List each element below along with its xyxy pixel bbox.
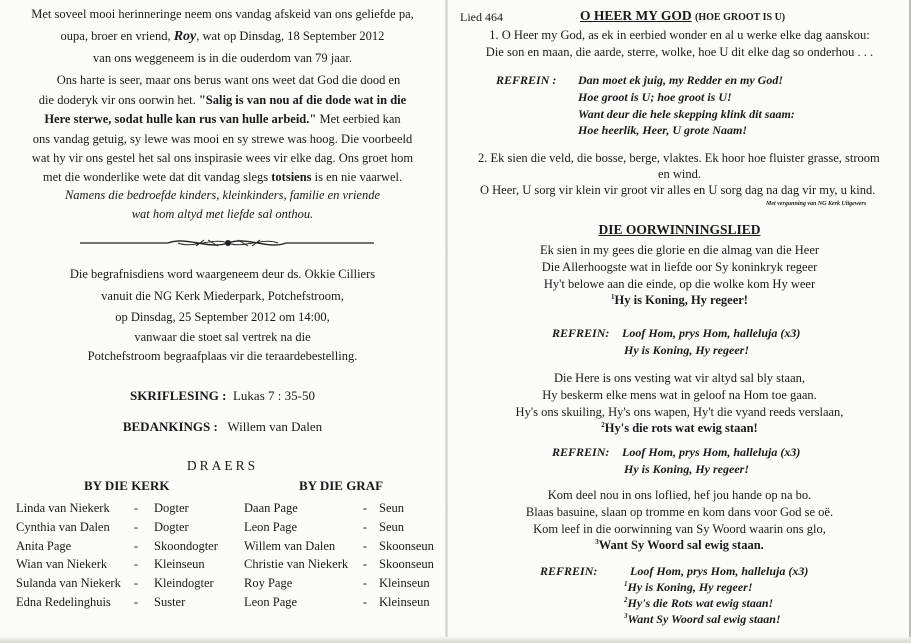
- para-text: is en nie vaarwel.: [311, 170, 403, 184]
- song2-s2-line-2: Hy beskerm elke mens wat in geloof na Hom toe gaan.: [542, 388, 817, 402]
- bearer-name: Roy Page: [244, 576, 293, 591]
- bearer-relation: Seun: [379, 501, 404, 515]
- skriflesing: [0, 388, 445, 404]
- refrein2-label: REFREIN:: [552, 326, 610, 340]
- verse2-line-3: O Heer, U sorg vir klein vir groot vir alles en U sorg dag na dag vir my, u kind.: [480, 183, 876, 197]
- refrein-text: Want Sy Woord sal ewig staan!: [627, 612, 781, 626]
- family-line-2: wat hom altyd met liefde sal onthou.: [131, 207, 314, 221]
- para2-line-1: Ons harte is seer, maar ons berus want ons weet dat God die dood en: [56, 73, 401, 87]
- refrein-text: Hy's die Rots wat ewig staan!: [627, 596, 774, 610]
- superscript-1: 1: [624, 580, 628, 588]
- family-line-1: Namens die bedroefde kinders, kleinkinders, familie en vriende: [64, 188, 381, 202]
- lied-number: Lied 464: [460, 10, 503, 24]
- superscript-2: 2: [624, 596, 628, 604]
- bearer-row: [0, 575, 445, 591]
- bearer-dash: -: [362, 576, 368, 591]
- service-line-4: vanwaar die stoet sal vertrek na die: [134, 330, 311, 344]
- bearer-dash: -: [362, 501, 368, 515]
- refrein3-line-1: Loof Hom, prys Hom, halleluja (x3): [622, 445, 801, 459]
- service-line-3: op Dinsdag, 25 September 2012 om 14:00,: [115, 310, 330, 324]
- bearer-row: [0, 594, 445, 610]
- para2-line-5: wat hy vir ons gestel het sal ons inspirasie wees vir elke dag. Ons groet hom: [31, 151, 414, 165]
- superscript-3: 3: [624, 612, 628, 620]
- para2-line-3: [0, 111, 445, 127]
- hymn-title: O HEER MY GOD: [580, 8, 692, 23]
- para2-line-4: ons vandag getuig, sy lewe was mooi en sy strewe was hoog. Die voorbeeld: [32, 132, 413, 146]
- verse2-line-2: en wind.: [657, 167, 702, 181]
- bearer-dash: -: [133, 538, 139, 553]
- left-page: [0, 0, 445, 643]
- bearer-dash: -: [133, 595, 139, 609]
- song-line-text: Hy's die rots wat ewig staan!: [604, 421, 758, 435]
- song-line-text: Hy is Koning, Hy regeer!: [614, 293, 748, 307]
- refrein-text: Hy is Koning, Hy regeer!: [627, 580, 753, 594]
- refrein4-line-1: Loof Hom, prys Hom, halleluja (x3): [630, 564, 809, 578]
- verse2-line-1: 2. Ek sien die veld, die bosse, berge, vlaktes. Ek hoor hoe fluister grasse, stroom: [478, 151, 880, 165]
- song2-s3-line-2: Blaas basuine, slaan op tromme en kom dans voor God se oë.: [525, 505, 834, 519]
- bearer-name: Leon Page: [244, 519, 298, 534]
- superscript-1: 1: [611, 292, 615, 301]
- refrein2-line-2: Hy is Koning, Hy regeer!: [624, 343, 749, 357]
- hymn-subtitle: (HOE GROOT IS U): [695, 12, 786, 23]
- refrein1-line-2: Hoe groot is U; hoe groot is U!: [578, 90, 732, 104]
- bearer-row: [0, 519, 445, 535]
- intro-line-2: [0, 28, 445, 45]
- bearer-relation: Kleinseun: [379, 576, 430, 591]
- totsiens-word: totsiens: [271, 170, 312, 184]
- song2-s2-line-3: Hy's ons skuiling, Hy's ons wapen, Hy't die vyand reeds verslaan,: [515, 405, 844, 419]
- bearer-dash: -: [362, 519, 368, 534]
- bearer-row: [0, 500, 445, 516]
- refrein4-label: REFREIN:: [540, 564, 598, 578]
- bearer-name: Anita Page: [16, 538, 72, 553]
- ornamental-divider: [78, 234, 376, 252]
- bearer-dash: -: [133, 519, 139, 534]
- bedankings-label: BEDANKINGS :: [122, 419, 218, 434]
- bearer-row: [0, 556, 445, 572]
- scripture-quote: Here sterwe, sodat hulle kan rus van hulle arbeid.": [44, 112, 317, 126]
- bearer-relation: Skoonseun: [379, 557, 434, 572]
- verse1-line-2: Die son en maan, die aarde, sterre, wolke, hoe U dit elke dag so onderhou . . .: [485, 45, 874, 59]
- bearer-relation: Skoonseun: [379, 538, 434, 553]
- song-line-text: Want Sy Woord sal ewig staan.: [598, 538, 764, 552]
- refrein1-line-1: Dan moet ek juig, my Redder en my God!: [578, 73, 783, 87]
- refrein4-line-2: [624, 579, 753, 595]
- para-text: Met eerbied kan: [316, 112, 401, 126]
- bearer-relation: Kleinseun: [379, 595, 430, 609]
- bearer-relation: Dogter: [154, 501, 189, 515]
- intro-text: , wat op Dinsdag, 18 September 2012: [196, 29, 385, 43]
- bearer-relation: Kleindogter: [154, 576, 214, 591]
- song2-title: DIE OORWINNINGSLIED: [598, 222, 761, 237]
- intro-line-3: van ons weggeneem is in die ouderdom van 79 jaar.: [93, 51, 352, 65]
- bearer-name: Willem van Dalen: [244, 538, 336, 553]
- bearer-name: Sulanda van Niekerk: [16, 576, 121, 591]
- para-text: die doderyk vir ons oorwin het.: [38, 93, 199, 107]
- refrein1-line-4: Hoe heerlik, Heer, U grote Naam!: [578, 123, 747, 137]
- para2-line-6: [0, 169, 445, 185]
- bearer-relation: Kleinseun: [154, 557, 205, 572]
- song2-s2-line-4: [448, 420, 911, 436]
- bearer-dash: -: [362, 557, 368, 572]
- bearer-name: Cynthia van Dalen: [16, 519, 110, 534]
- bearer-relation: Dogter: [154, 519, 189, 534]
- para-text: met die wonderlike wete dat dit vandag slegs: [42, 170, 272, 184]
- bearer-name: Leon Page: [244, 595, 298, 609]
- para2-line-2: [0, 92, 445, 108]
- song2-s3-line-1: Kom deel nou in ons loflied, hef jou hande op na bo.: [547, 488, 812, 502]
- bearer-row: [0, 538, 445, 554]
- song2-s1-line-1: Ek sien in my gees die glorie en die almag van die Heer: [539, 243, 820, 257]
- bearer-dash: -: [133, 576, 139, 591]
- graf-title: BY DIE GRAF: [299, 478, 384, 493]
- bearer-relation: Skoondogter: [154, 538, 218, 553]
- verse1-line-1: 1. O Heer my God, as ek in eerbied wonder en al u werke elke dag aanskou:: [489, 28, 870, 42]
- bearer-name: Wian van Niekerk: [16, 557, 108, 572]
- scripture-quote: "Salig is van nou af die dode wat in die: [198, 93, 407, 107]
- refrein-label: REFREIN :: [496, 73, 557, 87]
- hymn-heading: [580, 8, 785, 26]
- service-line-2: vanuit die NG Kerk Miederpark, Potchefstroom,: [101, 289, 344, 303]
- refrein3-label: REFREIN:: [552, 445, 610, 459]
- permission-note: Met vergunning van NG Kerk Uitgewers: [766, 201, 867, 207]
- superscript-2: 2: [601, 420, 605, 429]
- bearer-dash: -: [133, 557, 139, 572]
- service-line-1: Die begrafnisdiens word waargeneem deur ds. Okkie Cilliers: [69, 267, 376, 281]
- bearer-dash: -: [362, 538, 368, 553]
- kerk-title: BY DIE KERK: [84, 478, 170, 493]
- superscript-3: 3: [595, 537, 599, 546]
- bearer-name: Linda van Niekerk: [16, 501, 110, 515]
- bedankings-value: Willem van Dalen: [227, 419, 323, 434]
- deceased-name: Roy: [173, 29, 197, 44]
- refrein1-line-3: Want deur die hele skepping klink dit saam:: [578, 107, 795, 121]
- bearer-relation: Suster: [154, 595, 186, 609]
- song2-s1-line-4: [448, 292, 911, 308]
- bearer-name: Daan Page: [244, 501, 298, 515]
- refrein4-line-4: [624, 611, 781, 627]
- bearer-dash: -: [133, 501, 139, 515]
- refrein4-line-3: [624, 595, 773, 611]
- song2-s1-line-3: Hy't belowe aan die einde, op die wolke kom Hy weer: [543, 277, 816, 291]
- intro-line-1: Met soveel mooi herinneringe neem ons vandag afskeid van ons geliefde pa,: [31, 7, 414, 21]
- bedankings: [0, 419, 445, 435]
- song2-s3-line-4: [448, 537, 911, 553]
- skriflesing-value: Lukas 7 : 35-50: [232, 388, 315, 403]
- song2-s3-line-3: Kom leef in die oorwinning van Sy Woord waarin ons glo,: [533, 522, 826, 536]
- skriflesing-label: SKRIFLESING :: [130, 388, 227, 403]
- intro-text: oupa, broer en vriend,: [60, 29, 174, 43]
- refrein2-line-1: Loof Hom, prys Hom, halleluja (x3): [622, 326, 801, 340]
- bearer-dash: -: [362, 595, 368, 609]
- service-line-5: Potchefstroom begraafplaas vir die teraardebestelling.: [87, 349, 358, 363]
- song2-s1-line-2: Die Allerhoogste wat in liefde oor Sy koninkryk regeer: [541, 260, 818, 274]
- right-page: [448, 0, 911, 643]
- bearer-name: Edna Redelinghuis: [16, 595, 111, 609]
- refrein3-line-2: Hy is Koning, Hy regeer!: [624, 462, 749, 476]
- draers-title: DRAERS: [186, 458, 259, 473]
- song2-s2-line-1: Die Here is ons vesting wat vir altyd sal bly staan,: [554, 371, 805, 385]
- bearer-relation: Seun: [379, 519, 404, 534]
- bearer-name: Christie van Niekerk: [244, 557, 349, 572]
